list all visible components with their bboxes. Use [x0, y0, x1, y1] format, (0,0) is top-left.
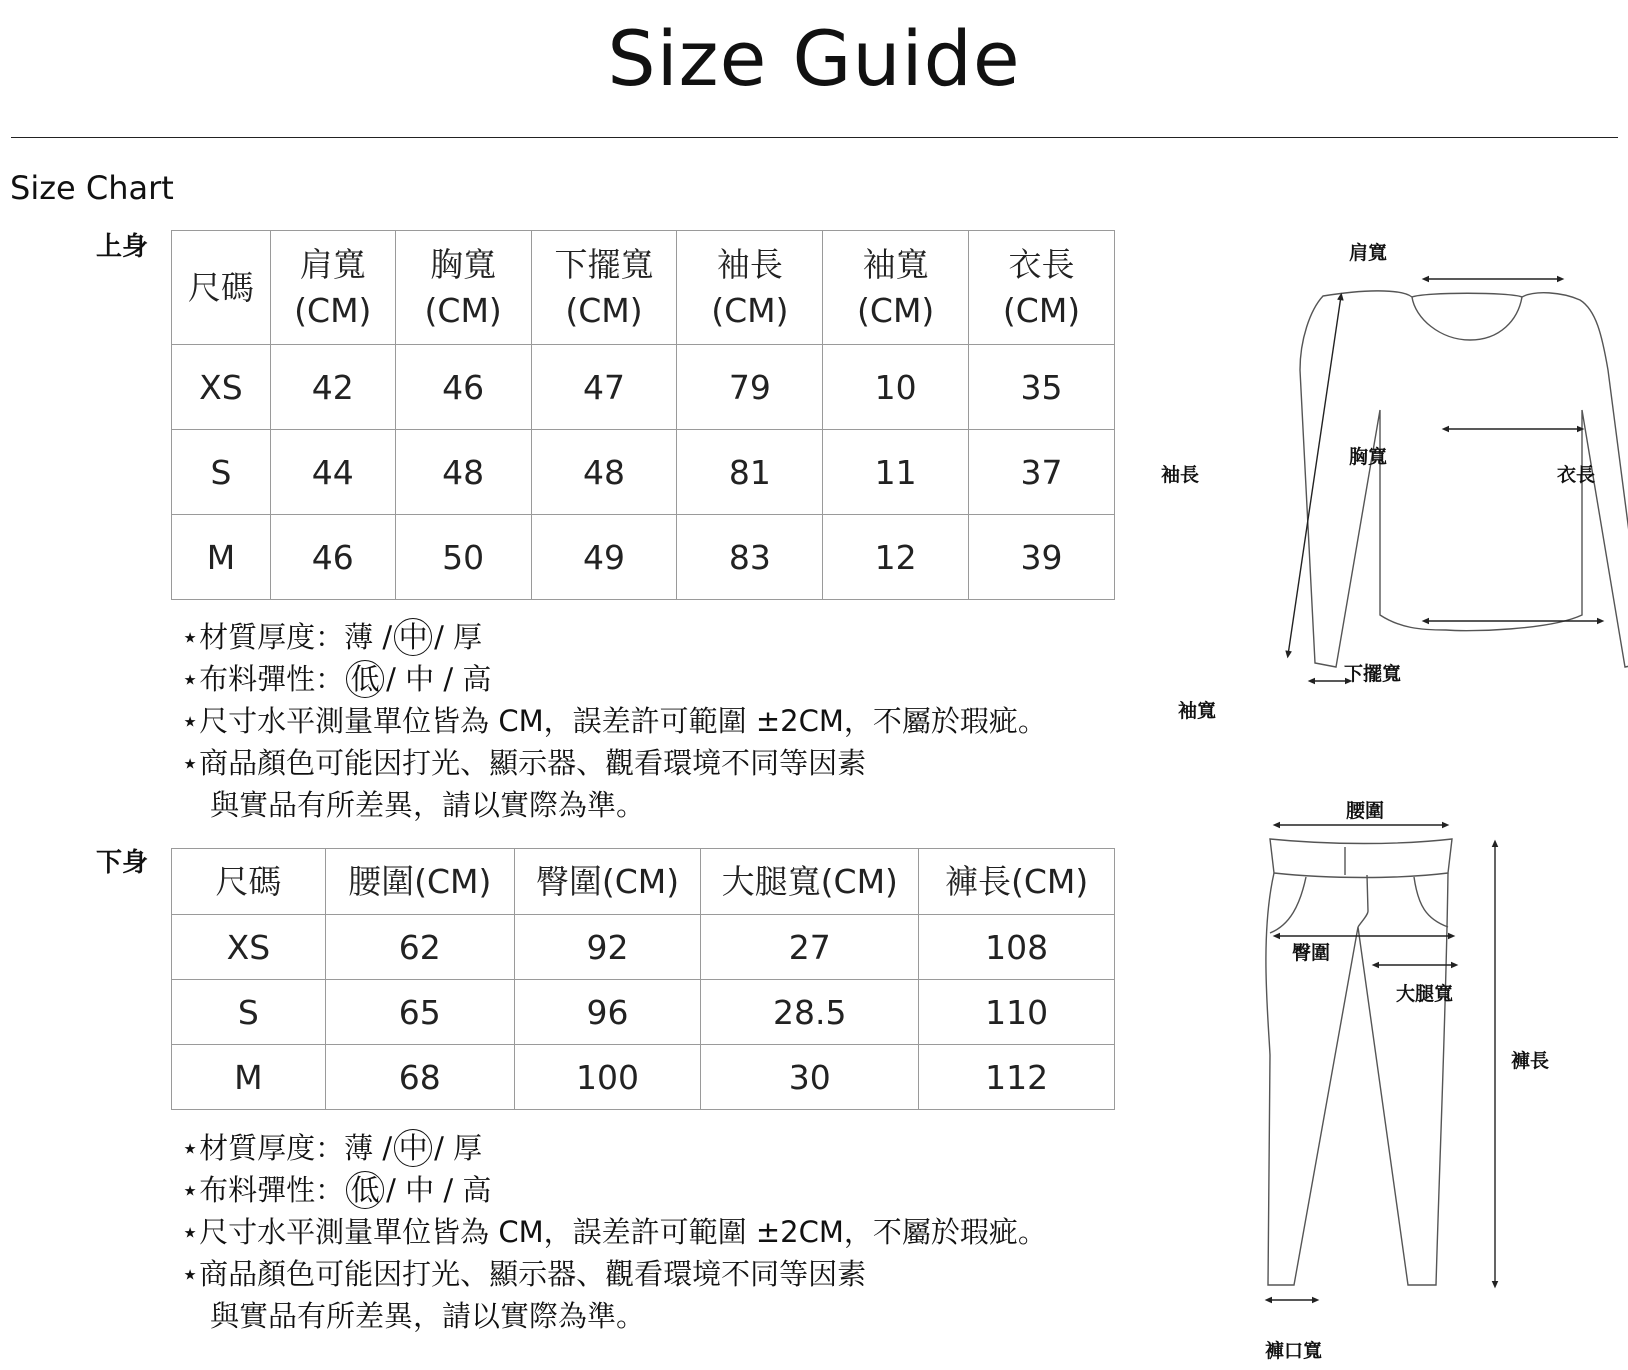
label-sleeve-length: 袖長 — [1161, 464, 1200, 486]
top-section-label: 上身 — [96, 232, 149, 262]
note-color: ⋆商品顏色可能因打光、顯示器、觀看環境不同等因素 — [181, 1257, 867, 1291]
label-hem: 下擺寬 — [1344, 663, 1402, 685]
table-cell: 68 — [325, 1045, 514, 1110]
note-color-cont: 與實品有所差異，請以實際為準。 — [210, 788, 646, 822]
note-measure: ⋆尺寸水平測量單位皆為 CM，誤差許可範圍 ±2CM，不屬於瑕疵。 — [181, 1215, 1047, 1249]
selected-thickness: 中 — [394, 1129, 432, 1167]
bottom-header-row — [172, 849, 1115, 915]
table-cell: 47 — [531, 345, 677, 430]
label-sleeve-width: 袖寬 — [1178, 700, 1217, 722]
table-cell: 11 — [823, 430, 969, 515]
table-row — [172, 915, 1115, 980]
label-chest: 胸寬 — [1349, 446, 1388, 468]
table-cell: 39 — [969, 515, 1115, 600]
table-row — [172, 1045, 1115, 1110]
label-pants-hem: 褲口寬 — [1265, 1340, 1323, 1362]
label-pants-length: 褲長 — [1511, 1050, 1550, 1072]
table-cell: 96 — [514, 980, 701, 1045]
table-cell: 65 — [325, 980, 514, 1045]
selected-elasticity: 低 — [346, 1171, 384, 1209]
table-cell: 48 — [531, 430, 677, 515]
table-cell: 12 — [823, 515, 969, 600]
table-cell: 30 — [701, 1045, 919, 1110]
table-cell: 62 — [325, 915, 514, 980]
bottom-header-waist: 腰圍(CM) — [325, 849, 514, 915]
top-header-row — [172, 231, 1115, 345]
top-notes — [181, 616, 1047, 826]
table-row — [172, 430, 1115, 515]
bottom-size-table — [171, 848, 1115, 1110]
table-cell: 37 — [969, 430, 1115, 515]
table-cell: 46 — [395, 345, 531, 430]
table-cell: 27 — [701, 915, 919, 980]
table-cell: 28.5 — [701, 980, 919, 1045]
shirt-diagram — [1150, 240, 1600, 710]
bottom-notes — [181, 1127, 1047, 1337]
table-cell: XS — [172, 345, 271, 430]
table-cell: 10 — [823, 345, 969, 430]
table-cell: 79 — [677, 345, 823, 430]
table-cell: 112 — [919, 1045, 1115, 1110]
table-cell: 48 — [395, 430, 531, 515]
note-elasticity: ⋆布料彈性： 低 / 中 / 高 — [181, 1173, 492, 1207]
note-thickness: ⋆材質厚度：薄 / 中 / 厚 — [181, 620, 483, 654]
note-color: ⋆商品顏色可能因打光、顯示器、觀看環境不同等因素 — [181, 746, 867, 780]
size-chart-heading: Size Chart — [10, 169, 174, 207]
table-cell: 92 — [514, 915, 701, 980]
table-cell: 110 — [919, 980, 1115, 1045]
label-thigh: 大腿寬 — [1396, 983, 1454, 1005]
table-row — [172, 515, 1115, 600]
note-thickness: ⋆材質厚度：薄 / 中 / 厚 — [181, 1131, 483, 1165]
top-header-body-length: 衣長 (CM) — [969, 231, 1115, 345]
table-cell: M — [172, 515, 271, 600]
table-row — [172, 980, 1115, 1045]
table-cell: 83 — [677, 515, 823, 600]
top-header-size: 尺碼 — [172, 231, 271, 345]
bottom-header-hip: 臀圍(CM) — [514, 849, 701, 915]
bottom-header-size: 尺碼 — [172, 849, 326, 915]
note-color-cont: 與實品有所差異，請以實際為準。 — [210, 1299, 646, 1333]
selected-thickness: 中 — [394, 618, 432, 656]
label-shoulder: 肩寬 — [1349, 242, 1388, 264]
top-size-table — [171, 230, 1115, 600]
label-body-length: 衣長 — [1557, 464, 1596, 486]
top-header-hem: 下擺寬 (CM) — [531, 231, 677, 345]
top-header-sleeve-width: 袖寬 (CM) — [823, 231, 969, 345]
table-cell: 50 — [395, 515, 531, 600]
table-cell: 108 — [919, 915, 1115, 980]
note-elasticity: ⋆布料彈性： 低 / 中 / 高 — [181, 662, 492, 696]
page-title: Size Guide — [607, 14, 1021, 103]
table-cell: 49 — [531, 515, 677, 600]
bottom-header-thigh: 大腿寬(CM) — [701, 849, 919, 915]
bottom-section-label: 下身 — [96, 848, 149, 878]
table-row — [172, 345, 1115, 430]
table-cell: S — [172, 980, 326, 1045]
table-cell: M — [172, 1045, 326, 1110]
table-cell: 81 — [677, 430, 823, 515]
top-header-shoulder: 肩寬 (CM) — [270, 231, 395, 345]
selected-elasticity: 低 — [346, 660, 384, 698]
title-divider — [11, 137, 1618, 138]
table-cell: 44 — [270, 430, 395, 515]
label-hip: 臀圍 — [1292, 942, 1331, 964]
table-cell: XS — [172, 915, 326, 980]
table-cell: 35 — [969, 345, 1115, 430]
table-cell: 100 — [514, 1045, 701, 1110]
table-cell: 46 — [270, 515, 395, 600]
table-cell: S — [172, 430, 271, 515]
label-waist: 腰圍 — [1346, 800, 1385, 822]
top-header-sleeve-length: 袖長 (CM) — [677, 231, 823, 345]
bottom-header-length: 褲長(CM) — [919, 849, 1115, 915]
note-measure: ⋆尺寸水平測量單位皆為 CM，誤差許可範圍 ±2CM，不屬於瑕疵。 — [181, 704, 1047, 738]
table-cell: 42 — [270, 345, 395, 430]
top-header-chest: 胸寬 (CM) — [395, 231, 531, 345]
pants-diagram — [1250, 815, 1550, 1335]
